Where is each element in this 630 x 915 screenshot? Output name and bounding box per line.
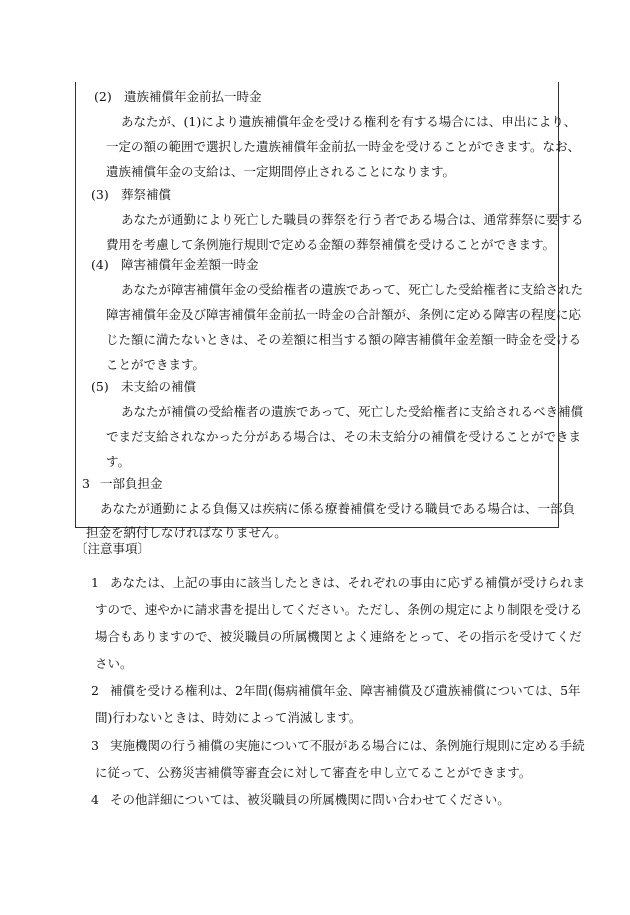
note-text-line: さい。 bbox=[95, 656, 133, 671]
note-text-line: 実施機関の行う補償の実施について不服がある場合には、条例施行規則に定める手続 bbox=[110, 738, 585, 753]
section-text-line: 一定の額の範囲で選択した遺族補償年金前払一時金を受けることができます。なお、 bbox=[106, 139, 581, 154]
section-title: 障害補償年金差額一時金 bbox=[121, 257, 259, 272]
section-number: 3 bbox=[82, 476, 90, 491]
section-number: (4) bbox=[91, 257, 109, 272]
note-text-line: 間)行わないときは、時効によって消滅します。 bbox=[95, 710, 362, 725]
section-title: 一部負担金 bbox=[100, 476, 163, 491]
section-title: 未支給の補償 bbox=[121, 379, 197, 394]
note-text-line: その他詳細については、被災職員の所属機関に問い合わせてください。 bbox=[110, 792, 510, 807]
section-text-line: 障害補償年金及び障害補償年金前払一時金の合計額が、条例に定める障害の程度に応 bbox=[106, 307, 582, 322]
section-text-line: 遺族補償年金の支給は、一定期間停止されることになります。 bbox=[106, 164, 456, 179]
note-number: 1 bbox=[91, 575, 99, 590]
section-title: 葬祭補償 bbox=[121, 187, 172, 202]
section-text-line: す。 bbox=[106, 454, 131, 469]
notes-heading: 〔注意事項〕 bbox=[75, 541, 151, 556]
section-text-line: じた額に満たないときは、その差額に相当する額の障害補償年金差額一時金を受ける bbox=[106, 332, 582, 347]
section-text-line: 担金を納付しなければなりません。 bbox=[86, 525, 287, 540]
section-number: (2) bbox=[94, 89, 112, 104]
note-text-line: 場合もありますので、被災職員の所属機関とよく連絡をとって、その指示を受けてくだ bbox=[95, 629, 582, 644]
section-text-line: でまだ支給されなかった分がある場合は、その未支給分の補償を受けることができま bbox=[106, 429, 582, 444]
section-number: (5) bbox=[91, 379, 109, 394]
section-text-line: ことができます。 bbox=[106, 357, 206, 372]
section-number: (3) bbox=[91, 187, 109, 202]
note-text-line: すので、速やかに請求書を提出してください。ただし、条例の規定により制限を受ける bbox=[95, 602, 583, 617]
section-text-line: あなたが通勤により死亡した職員の葬祭を行う者である場合は、通常葬祭に要する bbox=[121, 212, 584, 227]
note-number: 3 bbox=[91, 738, 99, 753]
note-text-line: 補償を受ける権利は、2年間(傷病補償年金、障害補償及び遺族補償については、5年 bbox=[110, 683, 581, 698]
section-text-line: あなたが補償の受給権者の遺族であって、死亡した受給権者に支給されるべき補償 bbox=[121, 404, 584, 419]
note-text-line: に従って、公務災害補償等審査会に対して審査を申し立てることができます。 bbox=[95, 765, 532, 780]
note-number: 4 bbox=[91, 792, 99, 807]
section-title: 遺族補償年金前払一時金 bbox=[124, 89, 262, 104]
note-number: 2 bbox=[91, 683, 99, 698]
section-text-line: あなたが通勤による負傷又は疾病に係る療養補償を受ける職員である場合は、一部負 bbox=[100, 501, 576, 516]
section-text-line: あなたが障害補償年金の受給権者の遺族であって、死亡した受給権者に支給された bbox=[121, 282, 584, 297]
section-text-line: あなたが、(1)により遺族補償年金を受ける権利を有する場合には、申出により、 bbox=[121, 114, 577, 129]
note-text-line: あなたは、上記の事由に該当したときは、それぞれの事由に応ずる補償が受けられま bbox=[110, 575, 586, 590]
section-text-line: 費用を考慮して条例施行規則で定める金額の葬祭補償を受けることができます。 bbox=[106, 237, 556, 252]
